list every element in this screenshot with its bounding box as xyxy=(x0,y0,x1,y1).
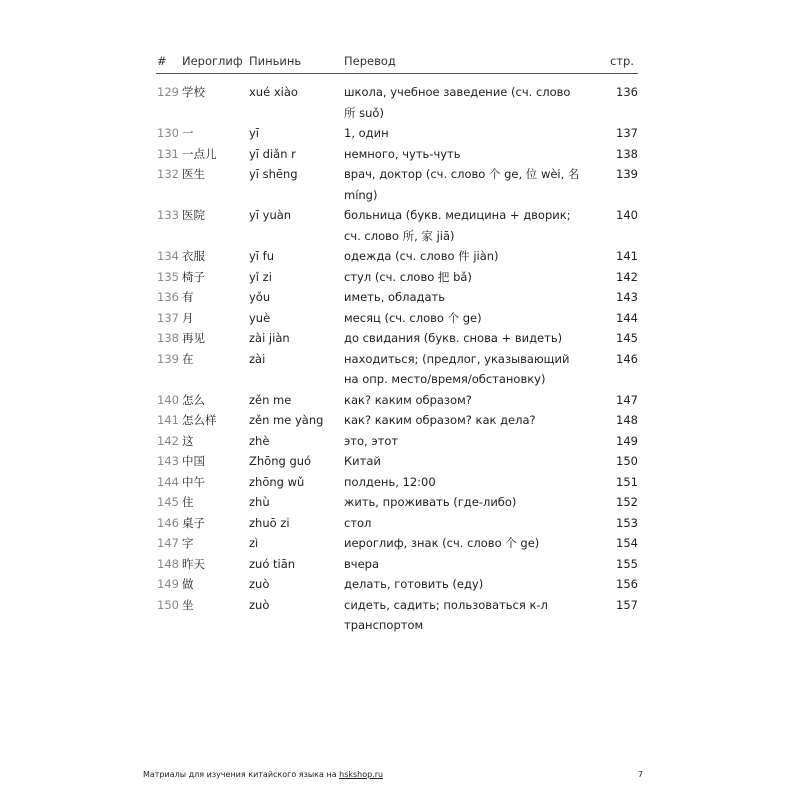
footer-text-wrap xyxy=(143,770,383,779)
row-pinyin: yī xyxy=(249,126,260,140)
row-translation: 1, один xyxy=(344,126,389,140)
row-translation: больница (букв. медицина + дворик; сч. слово 所, 家 jiā) xyxy=(344,208,571,243)
footer-page-number: 7 xyxy=(637,770,643,779)
table-row xyxy=(0,267,800,288)
row-page: 139 xyxy=(616,167,638,181)
row-hanzi: 怎么样 xyxy=(182,413,217,427)
row-translation: школа, учебное заведение (сч. слово 所 suǒ) xyxy=(344,85,571,120)
row-page: 138 xyxy=(616,146,638,161)
row-hanzi: 中国 xyxy=(182,454,205,468)
row-pinyin: zhè xyxy=(249,433,270,448)
row-page: 157 xyxy=(616,597,638,612)
row-page: 156 xyxy=(616,577,638,591)
row-page: 144 xyxy=(616,310,638,325)
row-number: 132 xyxy=(157,167,179,181)
row-hanzi: 在 xyxy=(182,351,194,366)
row-page: 147 xyxy=(616,392,638,407)
row-translation: иероглиф, знак (сч. слово 个 ge) xyxy=(344,536,540,550)
header-hanzi: Иероглиф xyxy=(182,54,243,68)
footer-link[interactable]: hskshop.ru xyxy=(339,770,384,779)
row-pinyin: yuè xyxy=(249,310,271,325)
row-number: 143 xyxy=(157,454,179,468)
table-row xyxy=(0,554,800,575)
row-pinyin: zhōng wǔ xyxy=(249,474,305,489)
page-footer xyxy=(143,770,643,784)
row-hanzi: 再见 xyxy=(182,331,205,345)
row-translation: жить, проживать (где-либо) xyxy=(344,495,517,509)
row-number: 149 xyxy=(157,577,179,591)
row-hanzi: 桌子 xyxy=(182,515,205,530)
table-row xyxy=(0,574,800,595)
table-row xyxy=(0,472,800,493)
row-number: 139 xyxy=(157,351,179,366)
row-hanzi: 做 xyxy=(182,577,194,591)
row-translation: иметь, обладать xyxy=(344,290,446,304)
table-row xyxy=(0,82,800,123)
row-number: 137 xyxy=(157,310,179,325)
header-number: # xyxy=(157,54,167,68)
table-row xyxy=(0,492,800,513)
header-divider xyxy=(156,73,638,74)
row-number: 131 xyxy=(157,146,179,161)
table-row xyxy=(0,205,800,246)
row-number: 138 xyxy=(157,331,179,345)
row-pinyin: zhuō zi xyxy=(249,515,290,530)
table-row xyxy=(0,349,800,390)
row-page: 146 xyxy=(616,351,638,366)
row-hanzi: 椅子 xyxy=(182,269,205,284)
row-page: 148 xyxy=(616,413,638,427)
row-hanzi: 医生 xyxy=(182,167,205,181)
row-translation: делать, готовить (еду) xyxy=(344,577,484,591)
row-translation: находиться; (предлог, указывающий на опр. место/время/обстановку) xyxy=(344,351,570,386)
footer-text: Матриалы для изучения китайского языка на xyxy=(143,770,340,779)
table-row xyxy=(0,287,800,308)
row-pinyin: zài xyxy=(249,351,266,366)
row-pinyin: zěn me xyxy=(249,392,292,407)
row-page: 136 xyxy=(616,85,638,99)
row-pinyin: yǒu xyxy=(249,290,271,304)
row-page: 140 xyxy=(616,208,638,222)
row-pinyin: yī yuàn xyxy=(249,208,292,222)
row-pinyin: zuò xyxy=(249,577,270,591)
row-pinyin: yī diǎn r xyxy=(249,146,296,161)
row-number: 133 xyxy=(157,208,179,222)
row-translation: вчера xyxy=(344,556,379,571)
table-row xyxy=(0,246,800,267)
row-hanzi: 这 xyxy=(182,433,194,448)
row-pinyin: zěn me yàng xyxy=(249,413,324,427)
row-number: 150 xyxy=(157,597,179,612)
row-number: 142 xyxy=(157,433,179,448)
row-hanzi: 字 xyxy=(182,536,194,550)
row-number: 145 xyxy=(157,495,179,509)
row-page: 143 xyxy=(616,290,638,304)
row-pinyin: xué xiào xyxy=(249,85,298,99)
row-translation: полдень, 12:00 xyxy=(344,474,436,489)
vocabulary-table xyxy=(0,82,800,636)
row-hanzi: 衣服 xyxy=(182,249,205,263)
row-page: 142 xyxy=(616,269,638,284)
row-hanzi: 怎么 xyxy=(182,392,205,407)
header-pinyin: Пиньинь xyxy=(249,54,302,68)
table-row xyxy=(0,451,800,472)
table-row xyxy=(0,144,800,165)
row-page: 153 xyxy=(616,515,638,530)
row-hanzi: 一点儿 xyxy=(182,146,217,161)
row-hanzi: 一 xyxy=(182,126,194,140)
row-translation: сидеть, садить; пользоваться к-л транспортом xyxy=(344,597,548,632)
row-page: 137 xyxy=(616,126,638,140)
row-translation: врач, доктор (сч. слово 个 ge, 位 wèi, 名 míng) xyxy=(344,167,580,202)
row-number: 141 xyxy=(157,413,179,427)
row-page: 155 xyxy=(616,556,638,571)
row-pinyin: zuò xyxy=(249,597,270,612)
row-page: 145 xyxy=(616,331,638,345)
row-hanzi: 医院 xyxy=(182,208,205,222)
table-row xyxy=(0,390,800,411)
table-row xyxy=(0,328,800,349)
table-row xyxy=(0,410,800,431)
table-row xyxy=(0,308,800,329)
row-translation: месяц (сч. слово 个 ge) xyxy=(344,310,482,325)
row-translation: Китай xyxy=(344,454,381,468)
table-row xyxy=(0,431,800,452)
row-hanzi: 昨天 xyxy=(182,556,205,571)
row-translation: стол xyxy=(344,515,372,530)
row-number: 140 xyxy=(157,392,179,407)
row-page: 149 xyxy=(616,433,638,448)
row-pinyin: zhù xyxy=(249,495,270,509)
row-number: 134 xyxy=(157,249,179,263)
row-number: 136 xyxy=(157,290,179,304)
row-pinyin: yī fu xyxy=(249,249,274,263)
row-page: 152 xyxy=(616,495,638,509)
row-number: 135 xyxy=(157,269,179,284)
row-hanzi: 学校 xyxy=(182,85,205,99)
table-row xyxy=(0,164,800,205)
table-header xyxy=(0,54,800,72)
row-page: 150 xyxy=(616,454,638,468)
row-pinyin: zài jiàn xyxy=(249,331,290,345)
table-row xyxy=(0,123,800,144)
row-number: 129 xyxy=(157,85,179,99)
row-pinyin: zì xyxy=(249,536,259,550)
row-number: 130 xyxy=(157,126,179,140)
table-row xyxy=(0,595,800,636)
row-translation: до свидания (букв. снова + видеть) xyxy=(344,331,563,345)
row-page: 154 xyxy=(616,536,638,550)
row-pinyin: yǐ zi xyxy=(249,269,272,284)
row-page: 141 xyxy=(616,249,638,263)
row-hanzi: 住 xyxy=(182,495,194,509)
row-pinyin: yī shēng xyxy=(249,167,298,181)
row-translation: как? каким образом? как дела? xyxy=(344,413,536,427)
table-row xyxy=(0,513,800,534)
row-hanzi: 坐 xyxy=(182,597,194,612)
row-translation: стул (сч. слово 把 bǎ) xyxy=(344,269,472,284)
row-translation: немного, чуть-чуть xyxy=(344,146,461,161)
row-hanzi: 月 xyxy=(182,310,194,325)
row-number: 146 xyxy=(157,515,179,530)
row-number: 147 xyxy=(157,536,179,550)
header-page: стр. xyxy=(610,54,634,68)
row-translation: как? каким образом? xyxy=(344,392,472,407)
row-hanzi: 有 xyxy=(182,290,194,304)
row-translation: это, этот xyxy=(344,433,399,448)
row-translation: одежда (сч. слово 件 jiàn) xyxy=(344,249,499,263)
header-translation: Перевод xyxy=(344,54,396,68)
row-hanzi: 中午 xyxy=(182,474,205,489)
row-number: 144 xyxy=(157,474,179,489)
row-number: 148 xyxy=(157,556,179,571)
table-row xyxy=(0,533,800,554)
row-page: 151 xyxy=(616,474,638,489)
row-pinyin: zuó tiān xyxy=(249,556,296,571)
row-pinyin: Zhōng guó xyxy=(249,454,312,468)
